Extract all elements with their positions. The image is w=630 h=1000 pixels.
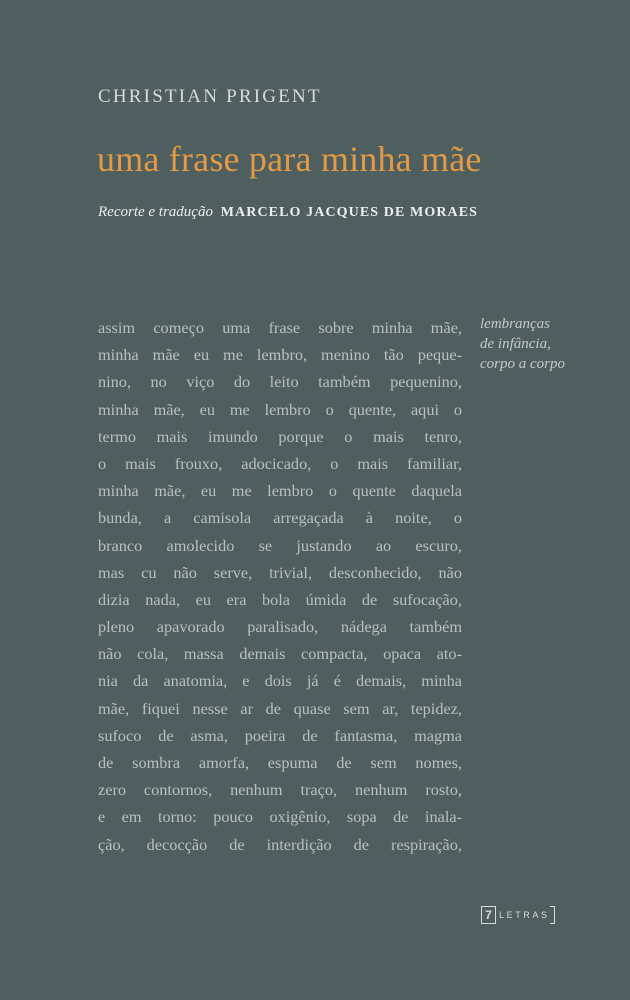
poem-line: minha mãe, eu me lembro o quente daquela bbox=[98, 481, 462, 501]
translator-credit bbox=[98, 204, 478, 221]
side-note-line: de infância, bbox=[480, 336, 551, 352]
publisher-word: LETRAS bbox=[499, 910, 550, 920]
poem-line: e em torno: pouco oxigênio, sopa de inala- bbox=[98, 807, 462, 827]
credit-role: Recorte e tradução bbox=[98, 204, 213, 220]
translator-name: MARCELO JACQUES DE MORAES bbox=[220, 205, 479, 220]
poem-line: bunda, a camisola arregaçada à noite, o bbox=[98, 508, 462, 528]
side-note-line: lembranças bbox=[480, 316, 550, 332]
poem-line: zero contornos, nenhum traço, nenhum rosto, bbox=[98, 780, 462, 800]
book-title: uma frase para minha mãe bbox=[97, 139, 482, 179]
poem-line: mas cu não serve, trivial, desconhecido, não bbox=[98, 562, 462, 582]
poem-line: branco amolecido se justando ao escuro, bbox=[98, 535, 462, 555]
publisher-bracket bbox=[550, 906, 555, 924]
publisher-logo bbox=[481, 906, 555, 924]
side-note-line: corpo a corpo bbox=[480, 356, 565, 372]
poem-line: o mais frouxo, adocicado, o mais familiar, bbox=[98, 453, 462, 473]
poem-line: mãe, fiquei nesse ar de quase sem ar, tepidez, bbox=[98, 698, 462, 718]
poem-line: termo mais imundo porque o mais tenro, bbox=[98, 426, 462, 446]
poem-line: sufoco de asma, poeira de fantasma, magma bbox=[98, 725, 462, 745]
poem-line: minha mãe, eu me lembro o quente, aqui o bbox=[98, 399, 462, 419]
poem-line: assim começo uma frase sobre minha mãe, bbox=[98, 318, 462, 337]
poem-line: minha mãe eu me lembro, menino tão peque- bbox=[98, 345, 462, 365]
side-note bbox=[480, 314, 565, 374]
poem-line: nia da anatomia, e dois já é demais, minha bbox=[98, 671, 462, 691]
publisher-mark: 7 bbox=[481, 906, 496, 924]
poem-line: dizia nada, eu era bola úmida de sufocação, bbox=[98, 589, 462, 609]
poem-line: ção, decocção de interdição de respiração, bbox=[98, 834, 462, 854]
poem-line: não cola, massa demais compacta, opaca ato- bbox=[98, 644, 462, 664]
poem-excerpt bbox=[98, 314, 462, 858]
poem-line: de sombra amorfa, espuma de sem nomes, bbox=[98, 753, 462, 772]
poem-line: pleno apavorado paralisado, nádega também bbox=[98, 617, 462, 637]
author-name: CHRISTIAN PRIGENT bbox=[98, 86, 322, 107]
poem-line: nino, no viço do leito também pequenino, bbox=[98, 372, 462, 392]
